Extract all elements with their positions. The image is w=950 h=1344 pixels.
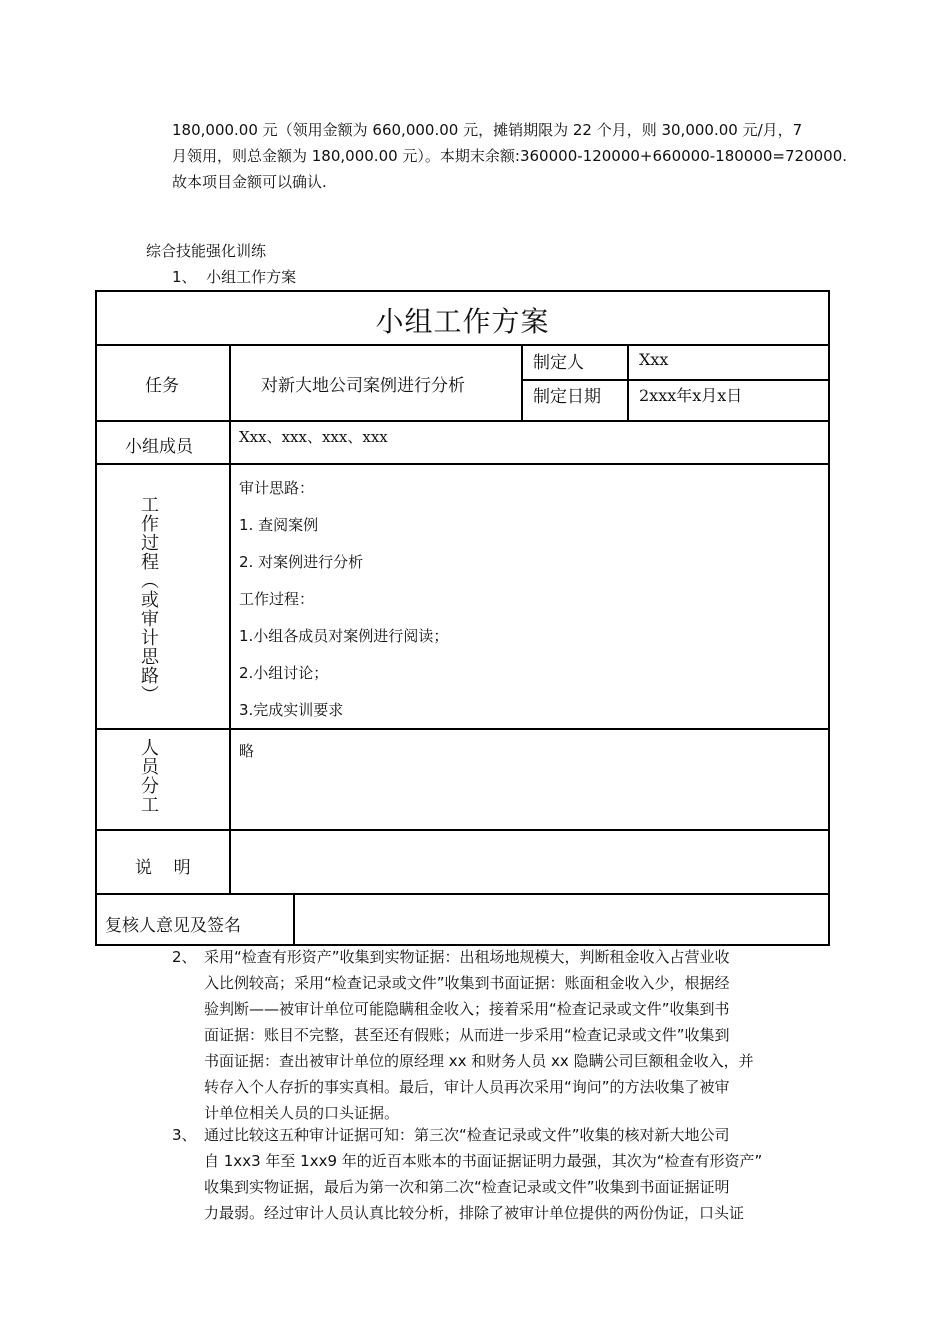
- point-3-line: 力最弱。经过审计人员认真比较分析，排除了被审计单位提供的两份伪证，口头证: [204, 1204, 745, 1222]
- work-plan-table: [95, 290, 830, 946]
- maker-label: 制定人: [533, 353, 584, 373]
- process-line: 2. 对案例进行分析: [239, 553, 364, 571]
- review-label: 复核人意见及签名: [105, 916, 241, 936]
- note-label: 说 明: [135, 858, 191, 878]
- point-2-line: 计单位相关人员的口头证据。: [204, 1104, 400, 1122]
- task-label: 任务: [145, 376, 179, 396]
- date-value: 2xxx年x月x日: [639, 386, 743, 405]
- note-row: [97, 829, 828, 894]
- point-2-line: 面证据：账目不完整，甚至还有假账；从而进一步采用“检查记录或文件”收集到: [204, 1026, 730, 1044]
- point-3-line: 通过比较这五种审计证据可知：第三次“检查记录或文件”收集的核对新大地公司: [204, 1126, 730, 1144]
- process-line: 2.小组讨论；: [239, 664, 329, 682]
- task-row: [97, 344, 828, 422]
- intro-line: 故本项目金额可以确认.: [172, 173, 327, 191]
- point-2: [172, 944, 808, 1126]
- intro-line: 180,000.00 元（领用金额为 660,000.00 元，摊销期限为 22 个月，则 30,000.00 元/月，7: [172, 121, 803, 139]
- point-3-line: 自 1xx3 年至 1xx9 年的近百本账本的书面证据证明力最强，其次为“检查有形资产”: [204, 1152, 763, 1170]
- members-value: Xxx、xxx、xxx、xxx: [239, 428, 388, 446]
- process-line: 1. 查阅案例: [239, 516, 319, 534]
- point-3-number: 3、: [172, 1126, 197, 1144]
- intro-line: 月领用，则总金额为 180,000.00 元）。本期末余额:360000-120000+660000-180000=720000.: [172, 147, 848, 165]
- point-2-line: 入比例较高；采用“检查记录或文件”收集到书面证据：账面租金收入少，根据经: [204, 974, 730, 992]
- division-row: [97, 728, 828, 830]
- point-3-line: 收集到实物证据，最后为第一次和第二次“检查记录或文件”收集到书面证据证明: [204, 1178, 730, 1196]
- process-line: 3.完成实训要求: [239, 701, 344, 719]
- review-row: [97, 893, 828, 946]
- maker-value: Xxx: [639, 350, 669, 369]
- process-line: 工作过程：: [239, 590, 315, 608]
- sub-title: 1、 小组工作方案: [172, 268, 297, 286]
- table-title: 小组工作方案: [375, 305, 550, 338]
- members-label: 小组成员: [125, 437, 193, 457]
- point-2-line: 验判断——被审计单位可能隐瞒租金收入；接着采用“检查记录或文件”收集到书: [204, 1000, 730, 1018]
- process-line: 1.小组各成员对案例进行阅读；: [239, 627, 449, 645]
- division-label: 人员分工: [138, 738, 159, 814]
- point-2-number: 2、: [172, 948, 197, 966]
- division-value: 略: [239, 742, 255, 760]
- section-title: 综合技能强化训练: [146, 242, 267, 260]
- process-row: [97, 463, 828, 729]
- point-2-line: 书面证据：查出被审计单位的原经理 xx 和财务人员 xx 隐瞒公司巨额租金收入，并: [204, 1052, 754, 1070]
- intro-paragraph: [172, 117, 848, 195]
- members-row: [97, 420, 828, 464]
- task-value: 对新大地公司案例进行分析: [261, 376, 465, 396]
- process-label: 工作过程（或审计思路）: [138, 495, 159, 704]
- point-2-line: 转存入个人存折的事实真相。最后，审计人员再次采用“询问”的方法收集了被审: [204, 1078, 730, 1096]
- date-label: 制定日期: [533, 387, 601, 407]
- process-line: 审计思路：: [239, 479, 315, 497]
- point-2-line: 采用“检查有形资产”收集到实物证据：出租场地规模大，判断租金收入占营业收: [204, 948, 730, 966]
- point-3: [172, 1122, 808, 1226]
